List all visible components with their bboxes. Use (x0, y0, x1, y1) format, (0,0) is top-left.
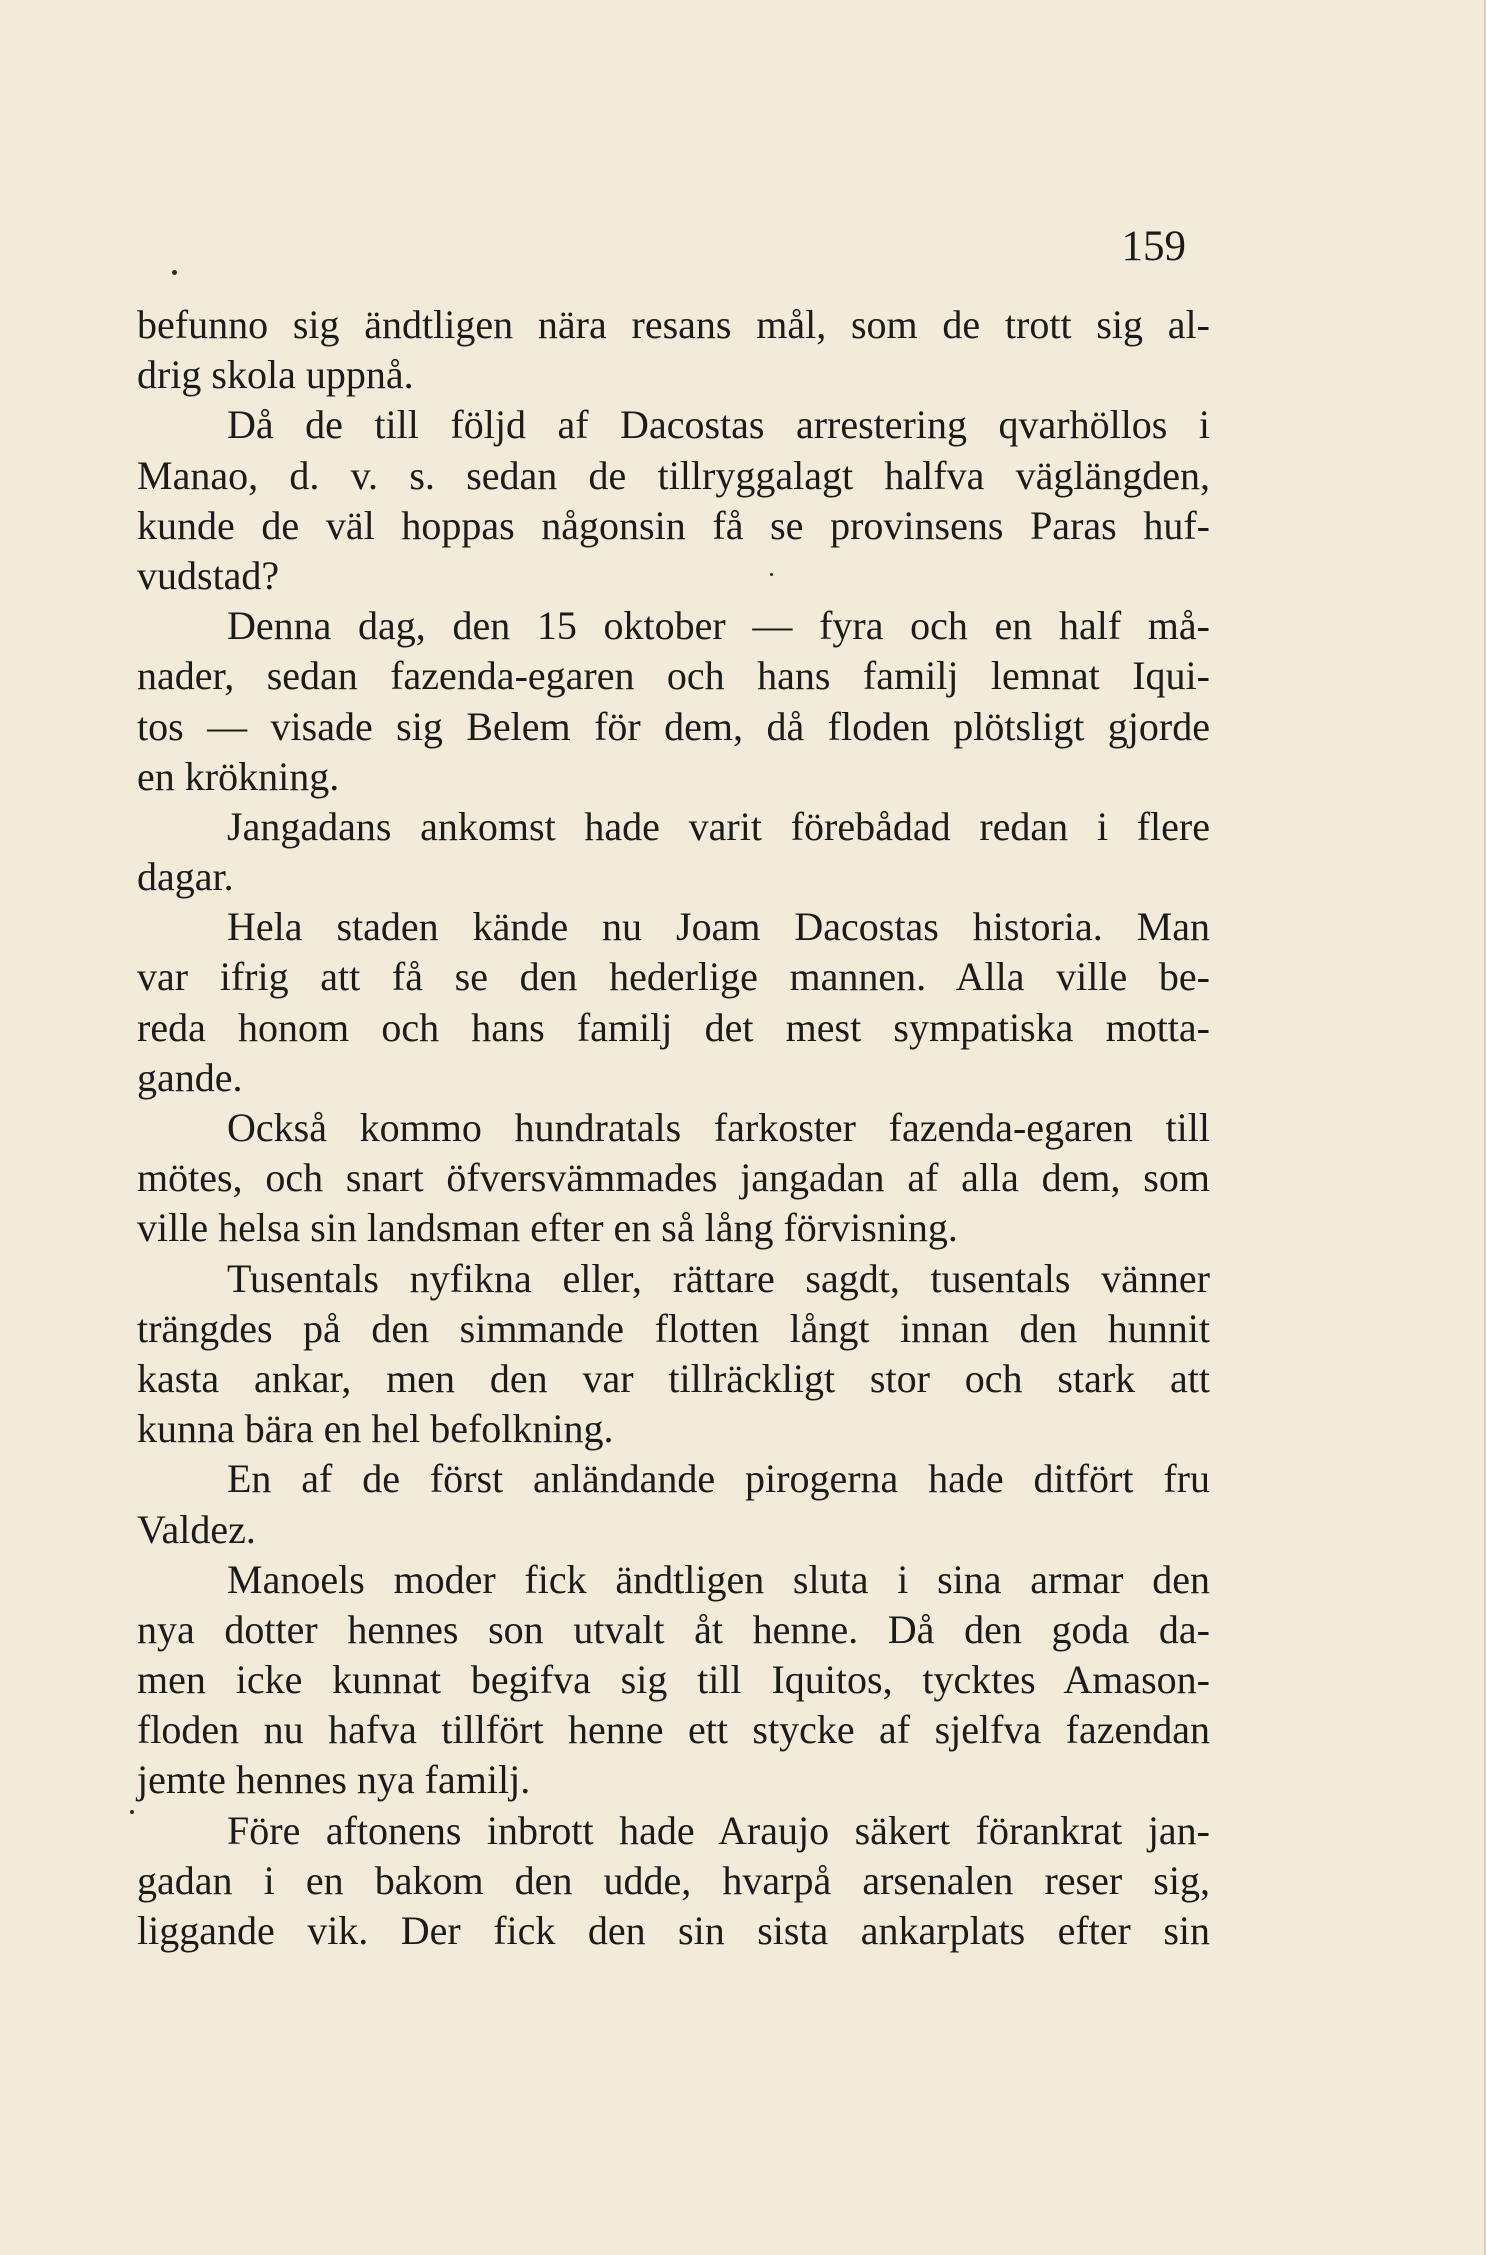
text-line: kasta ankar, men den var tillräckligt stor och stark att (137, 1355, 1210, 1401)
text-line: kunna bära en hel befolkning. (137, 1406, 614, 1452)
text-line: befunno sig ändtligen nära resans mål, som de trott sig al- (137, 302, 1210, 347)
text-line: Tusentals nyfikna eller, rättare sagdt, tusentals vänner (227, 1255, 1210, 1301)
text-line: Före aftonens inbrott hade Araujo säkert förankrat jan- (227, 1807, 1210, 1853)
text-line: Också kommo hundratals farkoster fazenda-egaren till (227, 1105, 1210, 1150)
scan-speck (770, 573, 773, 576)
text-line: Manoels moder fick ändtligen sluta i sina armar den (227, 1556, 1210, 1602)
text-line: trängdes på den simmande flotten långt innan den hunnit (137, 1305, 1210, 1351)
text-line: men icke kunnat begifva sig till Iquitos, tycktes Amason- (137, 1657, 1210, 1703)
text-line: Denna dag, den 15 oktober — fyra och en half må- (227, 603, 1210, 649)
text-line: En af de först anländande pirogerna hade ditfört fru (227, 1456, 1210, 1502)
text-line: Då de till följd af Dacostas arrestering qvarhöllos i (227, 402, 1210, 448)
text-line: gadan i en bakom den udde, hvarpå arsenalen reser sig, (137, 1857, 1210, 1903)
text-line: en krökning. (137, 753, 340, 799)
text-line: reda honom och hans familj det mest sympatiska motta- (137, 1004, 1210, 1050)
text-line: floden nu hafva tillfört henne ett stycke af sjelfva fazendan (137, 1707, 1210, 1753)
text-line: vudstad? (137, 552, 280, 598)
text-line: gande. (137, 1054, 243, 1100)
text-line: liggande vik. Der fick den sin sista ankarplats efter sin (137, 1908, 1210, 1953)
scan-speck (172, 270, 177, 275)
text-line: kunde de väl hoppas någonsin få se provinsens Paras huf- (137, 502, 1210, 548)
page-number: 159 (1121, 223, 1186, 270)
text-line: nader, sedan fazenda-egaren och hans familj lemnat Iqui- (137, 653, 1210, 699)
text-line: drig skola uppnå. (137, 352, 414, 398)
text-line: Hela staden kände nu Joam Dacostas historia. Man (227, 904, 1210, 950)
text-line: ville helsa sin landsman efter en så lång förvisning. (137, 1205, 958, 1251)
scan-speck (130, 1810, 134, 1814)
body-text (137, 300, 1210, 1956)
text-line: Jangadans ankomst hade varit förebådad redan i flere (227, 803, 1210, 849)
text-line: jemte hennes nya familj. (137, 1757, 531, 1803)
text-line: dagar. (137, 854, 234, 900)
text-line: nya dotter hennes son utvalt åt henne. Då den goda da- (137, 1606, 1210, 1652)
text-line: mötes, och snart öfversvämmades jangadan af alla dem, som (137, 1155, 1210, 1201)
text-line: var ifrig att få se den hederlige mannen. Alla ville be- (137, 954, 1210, 1000)
text-line: Valdez. (137, 1506, 256, 1552)
text-line: Manao, d. v. s. sedan de tillryggalagt halfva väglängden, (137, 452, 1210, 498)
text-line: tos — visade sig Belem för dem, då floden plötsligt gjorde (137, 703, 1210, 749)
